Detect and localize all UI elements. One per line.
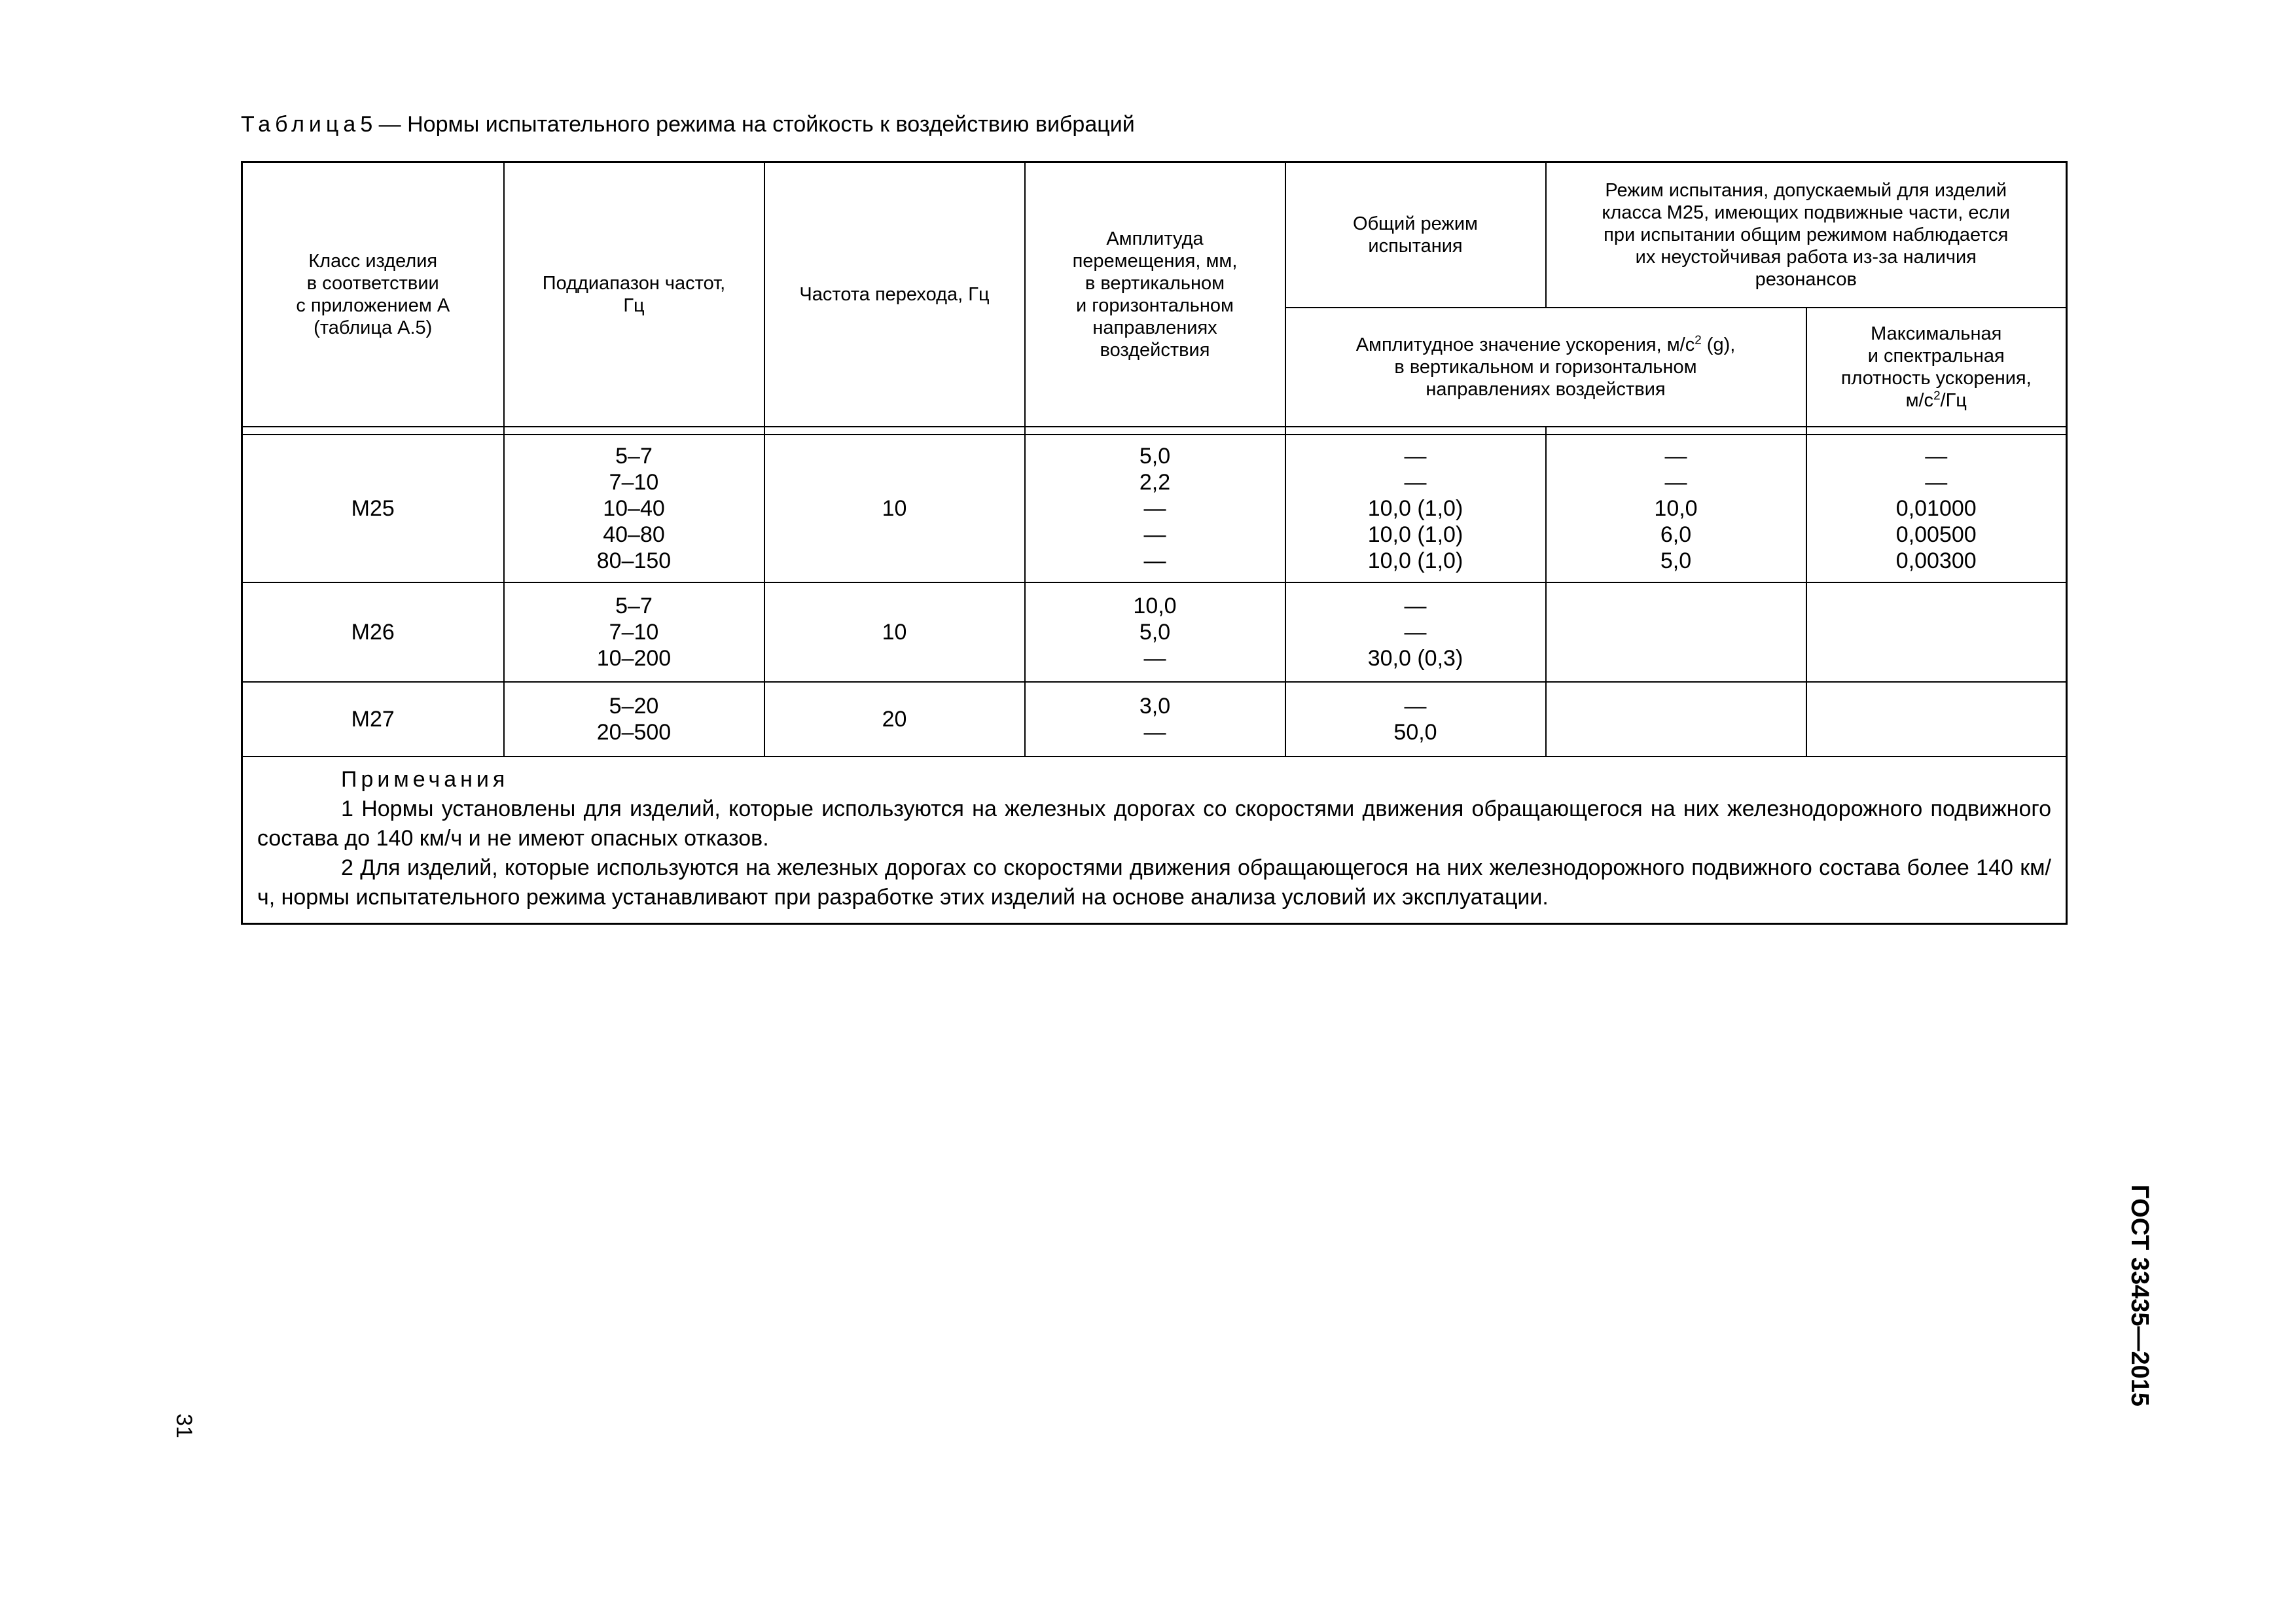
table-row (242, 582, 2067, 682)
cell-amplitude: 10,0 5,0 — (1025, 582, 1285, 682)
header-amplitude: Амплитуда перемещения, мм, в вертикальном и горизонтальном направлениях воздействия (1025, 162, 1285, 427)
cell-m25-accel (1546, 682, 1806, 757)
cell-subranges: 5–7 7–10 10–40 40–80 80–150 (504, 435, 764, 582)
header-acceleration: Амплитудное значение ускорения, $м/с^2$ (g), в вертикальном и горизонтальном направлениях воздействия (1285, 308, 1806, 427)
notes-title: Примечания (341, 766, 509, 792)
notes-cell (242, 757, 2067, 924)
cell-transition: 10 (764, 435, 1025, 582)
table-row (242, 682, 2067, 757)
table-row (242, 435, 2067, 582)
table-caption-number: 5 (360, 112, 373, 137)
cell-amplitude: 5,0 2,2 — — — (1025, 435, 1285, 582)
header-m25-mode: Режим испытания, допускаемый для изделий класса М25, имеющих подвижные части, если при испытании общим режимом наблюдается их неустойчивая работа из-за наличия резонансов (1546, 162, 2067, 308)
cell-subranges: 5–20 20–500 (504, 682, 764, 757)
header-class: Класс изделия в соответствии с приложением А (таблица А.5) (242, 162, 504, 427)
cell-m25-spectral (1806, 682, 2067, 757)
cell-amplitude: 3,0 — (1025, 682, 1285, 757)
table-caption (241, 111, 1135, 137)
cell-general: — 50,0 (1285, 682, 1546, 757)
header-transition: Частота перехода, Гц (764, 162, 1025, 427)
header-separator (242, 427, 2067, 435)
cell-class: М27 (242, 682, 504, 757)
notes-row (242, 757, 2067, 924)
cell-m25-spectral (1806, 582, 2067, 682)
table-caption-label: Таблица (241, 112, 361, 137)
header-subrange: Поддиапазон частот, Гц (504, 162, 764, 427)
cell-m25-accel: — — 10,0 6,0 5,0 (1546, 435, 1806, 582)
document-id: ГОСТ 33435—2015 (2126, 1185, 2153, 1407)
cell-general: — — 10,0 (1,0) 10,0 (1,0) 10,0 (1,0) (1285, 435, 1546, 582)
note-item: 1 Нормы установлены для изделий, которые используются на железных дорогах со скоростями движения обращающегося на них железнодорожного подвижного состава до 140 км/ч и не имеют опасных отказов. (257, 796, 2051, 851)
cell-subranges: 5–7 7–10 10–200 (504, 582, 764, 682)
header-general-mode: Общий режим испытания (1285, 162, 1546, 308)
header-spectral-density: Максимальная и спектральная плотность ускорения, $м/с^2/Гц$ (1806, 308, 2067, 427)
cell-m25-spectral: — — 0,01000 0,00500 0,00300 (1806, 435, 2067, 582)
table-caption-text: — Нормы испытательного режима на стойкость к воздействию вибраций (372, 112, 1135, 137)
cell-transition: 10 (764, 582, 1025, 682)
page-number: 31 (171, 1414, 196, 1438)
cell-m25-accel (1546, 582, 1806, 682)
cell-transition: 20 (764, 682, 1025, 757)
cell-class: М25 (242, 435, 504, 582)
vibration-norms-table (241, 161, 2068, 925)
cell-class: М26 (242, 582, 504, 682)
cell-general: — — 30,0 (0,3) (1285, 582, 1546, 682)
note-item: 2 Для изделий, которые используются на железных дорогах со скоростями движения обращающегося на них железнодорожного подвижного состава более 140 км/ч, нормы испытательного режима устанавливают при разработке этих изделий на основе анализа условий их эксплуатации. (257, 855, 2051, 910)
